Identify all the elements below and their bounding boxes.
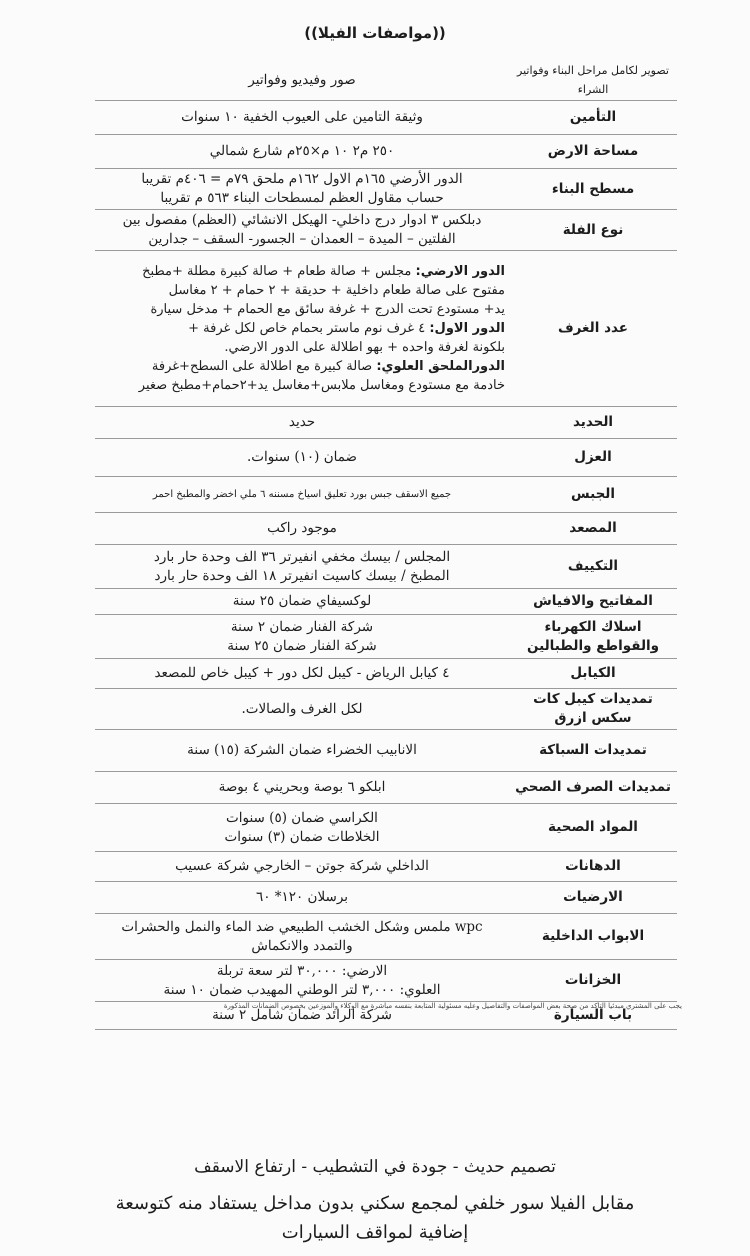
spec-value-line: المجلس / بيسك مخفي انفيرتر ٣٦ الف وحدة حار بارد bbox=[153, 548, 451, 565]
specifications-table-body bbox=[95, 60, 677, 1030]
spec-row bbox=[95, 960, 677, 1002]
floor-description: ٤ غرف نوم ماستر بحمام خاص لكل غرفة + bbox=[188, 321, 430, 336]
spec-value bbox=[95, 101, 509, 135]
spec-value-line: شركة الفنار ضمان ٢٥ سنة bbox=[227, 637, 377, 654]
spec-value bbox=[95, 914, 509, 960]
spec-row bbox=[95, 689, 677, 730]
spec-label: الجبس bbox=[509, 477, 677, 513]
spec-row bbox=[95, 210, 677, 251]
spec-row bbox=[95, 513, 677, 545]
specifications-table bbox=[95, 60, 677, 1030]
spec-label: الابواب الداخلية bbox=[509, 914, 677, 960]
spec-value bbox=[95, 772, 509, 804]
spec-value bbox=[95, 689, 509, 730]
spec-value-line: موجود راكب bbox=[267, 520, 337, 536]
spec-value-line: العلوي: ٣,٠٠٠ لتر الوطني المهيدب ضمان ١٠ سنة bbox=[163, 981, 441, 998]
spec-value-line bbox=[99, 281, 505, 300]
spec-value bbox=[95, 477, 509, 513]
spec-label: تصوير لكامل مراحل البناء وفواتير الشراء bbox=[509, 60, 677, 101]
footer-note-line-1: مقابل الفيلا سور خلفي لمجمع سكني بدون مداخل يستفاد منه كتوسعة bbox=[115, 1193, 635, 1214]
spec-row bbox=[95, 407, 677, 439]
spec-label: عدد الغرف bbox=[509, 251, 677, 407]
spec-label: التأمين bbox=[509, 101, 677, 135]
spec-row bbox=[95, 545, 677, 589]
spec-label: مساحة الارض bbox=[509, 135, 677, 169]
spec-value-line bbox=[99, 262, 505, 281]
floor-description: يد+ مستودع تحت الدرج + غرفة سائق مع الحمام + مدخل سيارة bbox=[150, 302, 505, 317]
spec-value-line: حساب مقاول العظم لمسطحات البناء ٥٦٣ م تقريبا bbox=[160, 190, 444, 206]
spec-row bbox=[95, 60, 677, 101]
spec-value-line: دبلكس ٣ ادوار درج داخلي- الهيكل الانشائي (العظم) مفصول بين bbox=[122, 212, 482, 228]
spec-value bbox=[95, 60, 509, 101]
spec-label: تمديدات الصرف الصحي bbox=[509, 772, 677, 804]
spec-label: الدهانات bbox=[509, 852, 677, 882]
spec-value-line bbox=[99, 357, 505, 376]
spec-value-line: wpc ملمس وشكل الخشب الطبيعي ضد الماء والنمل والحشرات bbox=[121, 918, 483, 935]
page-title: ((مواصفات الفيلا)) bbox=[304, 24, 446, 42]
floor-description: مفتوح على صالة طعام داخلية + حديقة + ٢ حمام + ٢ مغاسل bbox=[168, 283, 505, 298]
spec-value-line: الخلاطات ضمان (٣) سنوات bbox=[224, 828, 380, 845]
floor-heading: الدورالملحق العلوي: bbox=[376, 359, 505, 374]
spec-row bbox=[95, 772, 677, 804]
spec-row bbox=[95, 251, 677, 407]
spec-row bbox=[95, 882, 677, 914]
spec-value-line: الدور الأرضي ١٦٥م الاول ١٦٢م ملحق ٧٩م = ٤٠٦م تقريبا bbox=[141, 171, 463, 187]
spec-value bbox=[95, 513, 509, 545]
spec-value bbox=[95, 439, 509, 477]
spec-label: المواد الصحية bbox=[509, 804, 677, 852]
spec-value-line: ٤ كيابل الرياض - كيبل لكل دور + كيبل خاص للمصعد bbox=[154, 665, 450, 681]
spec-row bbox=[95, 804, 677, 852]
spec-label: المفاتيح والافياش bbox=[509, 589, 677, 615]
spec-value-line: الانابيب الخضراء ضمان الشركة (١٥) سنة bbox=[187, 742, 417, 758]
spec-row bbox=[95, 914, 677, 960]
spec-value bbox=[95, 545, 509, 589]
spec-value bbox=[95, 169, 509, 210]
spec-label: باب السيارة bbox=[509, 1002, 677, 1030]
spec-value bbox=[95, 589, 509, 615]
spec-value-line: صور وفيديو وفواتير bbox=[248, 71, 356, 88]
spec-label: التكييف bbox=[509, 545, 677, 589]
spec-row bbox=[95, 439, 677, 477]
spec-row bbox=[95, 101, 677, 135]
spec-row bbox=[95, 615, 677, 659]
spec-value-line: المطبخ / بيسك كاسيت انفيرتر ١٨ الف وحدة حار بارد bbox=[154, 567, 450, 584]
spec-value bbox=[95, 135, 509, 169]
footer-note-line-2: إضافية لمواقف السيارات bbox=[281, 1222, 469, 1243]
spec-value-line: الفلتين – الميدة – العمدان – الجسور- السقف – جدارين bbox=[148, 231, 456, 247]
spec-row bbox=[95, 852, 677, 882]
spec-label: تمديدات كيبل كات سكس ازرق bbox=[509, 689, 677, 730]
spec-value-line: ضمان (١٠) سنوات. bbox=[246, 449, 358, 465]
spec-value-line: لوكسيفاي ضمان ٢٥ سنة bbox=[232, 593, 372, 609]
spec-value-line: شركة الرائد ضمان شامل ٢ سنة bbox=[212, 1007, 392, 1023]
spec-value bbox=[95, 804, 509, 852]
spec-label: المصعد bbox=[509, 513, 677, 545]
spec-value bbox=[95, 852, 509, 882]
disclaimer-note: يجب على المشتري مبدئيا التأكد من صحة بعض المواصفات والتفاصيل وعليه مسئولية المتابعة بنفسه مباشرة مع الوكلاء والموزعين بخصوص الضمانات المذكورة bbox=[223, 1002, 682, 1010]
spec-value-line: الداخلي شركة جوتن – الخارجي شركة عسيب bbox=[175, 858, 429, 874]
spec-value bbox=[95, 882, 509, 914]
spec-label: تمديدات السباكة bbox=[509, 730, 677, 772]
spec-value-line bbox=[99, 319, 505, 338]
spec-value-line: الارضي: ٣٠,٠٠٠ لتر سعة تربلة bbox=[216, 962, 388, 979]
spec-value-line: ٢٥٠ م٢ ١٠ م×٢٥م شارع شمالي bbox=[209, 143, 395, 159]
floor-description: بلكونة لغرفة واحده + بهو اطلالة على الدور الارضي. bbox=[224, 340, 505, 355]
spec-value bbox=[95, 251, 509, 407]
spec-label: الحديد bbox=[509, 407, 677, 439]
spec-value-line: شركة الفنار ضمان ٢ سنة bbox=[230, 618, 374, 635]
spec-value bbox=[95, 659, 509, 689]
floor-heading: الدور الارضي: bbox=[415, 264, 505, 279]
spec-label: اسلاك الكهرباء والقواطع والطبالين bbox=[509, 615, 677, 659]
spec-row bbox=[95, 659, 677, 689]
spec-value bbox=[95, 210, 509, 251]
spec-value bbox=[95, 730, 509, 772]
spec-value-line: وثيقة التامين على العيوب الخفية ١٠ سنوات bbox=[181, 109, 423, 125]
spec-row bbox=[95, 135, 677, 169]
spec-value bbox=[95, 407, 509, 439]
spec-value-line: والتمدد والانكماش bbox=[251, 937, 353, 954]
spec-value-line: ابلكو ٦ بوصة وبحريني ٤ بوصة bbox=[218, 779, 386, 795]
spec-label: الخزانات bbox=[509, 960, 677, 1002]
floor-description: خادمة مع مستودع ومغاسل ملابس+مغاسل يد+٢حمام+مطبخ صغير bbox=[138, 378, 505, 393]
spec-value-line bbox=[99, 338, 505, 357]
spec-value-line: لكل الغرف والصالات. bbox=[241, 700, 363, 717]
footer-features: تصميم حديث - جودة في التشطيب - ارتفاع الاسقف bbox=[194, 1157, 556, 1177]
spec-row bbox=[95, 169, 677, 210]
floor-description: مجلس + صالة طعام + صالة كبيرة مطلة +مطبخ bbox=[142, 264, 416, 279]
spec-label: العزل bbox=[509, 439, 677, 477]
spec-label: نوع الفلة bbox=[509, 210, 677, 251]
spec-label: الكيابل bbox=[509, 659, 677, 689]
spec-value-line: برسلان ١٢٠* ٦٠ bbox=[255, 889, 349, 905]
spec-row bbox=[95, 477, 677, 513]
spec-value-line bbox=[99, 300, 505, 319]
floor-description: صالة كبيرة مع اطلالة على السطح+غرفة bbox=[151, 359, 377, 374]
floor-heading: الدور الاول: bbox=[429, 321, 505, 336]
spec-value-line: جميع الاسقف جبس بورد تعليق اسياخ مسننه ٦ ملي اخضر والمطبخ احمر bbox=[152, 489, 452, 500]
spec-value-line: الكراسي ضمان (٥) سنوات bbox=[226, 809, 378, 826]
spec-value-line: حديد bbox=[288, 414, 316, 430]
spec-value bbox=[95, 615, 509, 659]
spec-label: مسطح البناء bbox=[509, 169, 677, 210]
spec-value bbox=[95, 960, 509, 1002]
spec-value-line bbox=[99, 376, 505, 395]
spec-label: الارضيات bbox=[509, 882, 677, 914]
spec-row bbox=[95, 730, 677, 772]
spec-row bbox=[95, 589, 677, 615]
